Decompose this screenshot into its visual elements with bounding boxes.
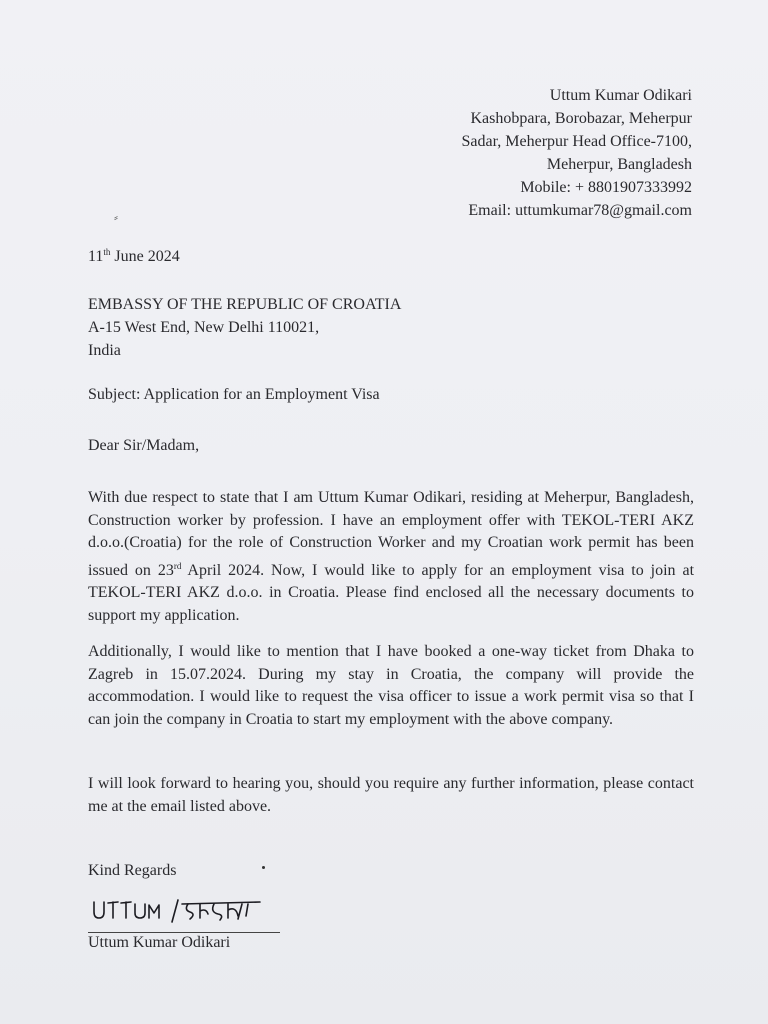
signer-name: Uttum Kumar Odikari [88, 934, 231, 951]
date-suffix: th [103, 247, 111, 257]
sender-block [461, 84, 692, 222]
sender-name: Uttum Kumar Odikari [549, 87, 692, 104]
recipient-line2: A-15 West End, New Delhi 110021, [88, 319, 320, 336]
ink-speck-mark: ⸗ [114, 210, 118, 224]
sender-address-line2: Sadar, Meherpur Head Office-7100, [461, 133, 692, 150]
recipient-line3: India [88, 342, 121, 359]
handwritten-signature [88, 892, 278, 930]
letter-date [88, 247, 180, 266]
closing-line: Kind Regards [88, 862, 177, 879]
signature-line [88, 932, 280, 933]
date-rest: June 2024 [110, 248, 180, 265]
date-day: 11 [88, 248, 104, 265]
p1-text-after: April 2024. Now, I would like to apply for an employment visa to join at TEKOL-TERI AKZ d.o.o. in Croatia. Please find enclosed all the necessary documents to support my application. [88, 561, 695, 624]
salutation: Dear Sir/Madam, [88, 437, 200, 454]
sender-email: Email: uttumkumar78@gmail.com [468, 202, 692, 219]
sender-address-line1: Kashobpara, Borobazar, Meherpur [470, 110, 692, 127]
p1-text-before: With due respect to state that I am Uttum Kumar Odikari, residing at Meherpur, Bangladesh, Construction worker by profession. I have an employment offer with TEKOL-TERI AKZ d.o.o.(Croatia) for the role of Construction Worker and my Croatian work permit has been issued on 23 [88, 489, 694, 579]
sender-address-line3: Meherpur, Bangladesh [546, 156, 692, 173]
recipient-line1: EMBASSY OF THE REPUBLIC OF CROATIA [88, 296, 402, 313]
recipient-block [88, 293, 401, 362]
sender-mobile: Mobile: + 8801907333992 [520, 179, 692, 196]
body-paragraph-1 [88, 487, 694, 627]
body-paragraph-2: Additionally, I would like to mention that I have booked a one-way ticket from Dhaka to Zagreb in 15.07.2024. During my stay in Croatia, the company will provide the accommodation. I would like to request the visa officer to issue a work permit visa so that I can join the company in Croatia to start my employment with the above company. [88, 643, 694, 728]
body-paragraph-3: I will look forward to hearing you, should you require any further information, please contact me at the email listed above. [88, 775, 694, 815]
p1-superscript: rd [173, 560, 182, 571]
subject-line: Subject: Application for an Employment Visa [88, 386, 380, 403]
ink-dot-mark [262, 866, 265, 869]
